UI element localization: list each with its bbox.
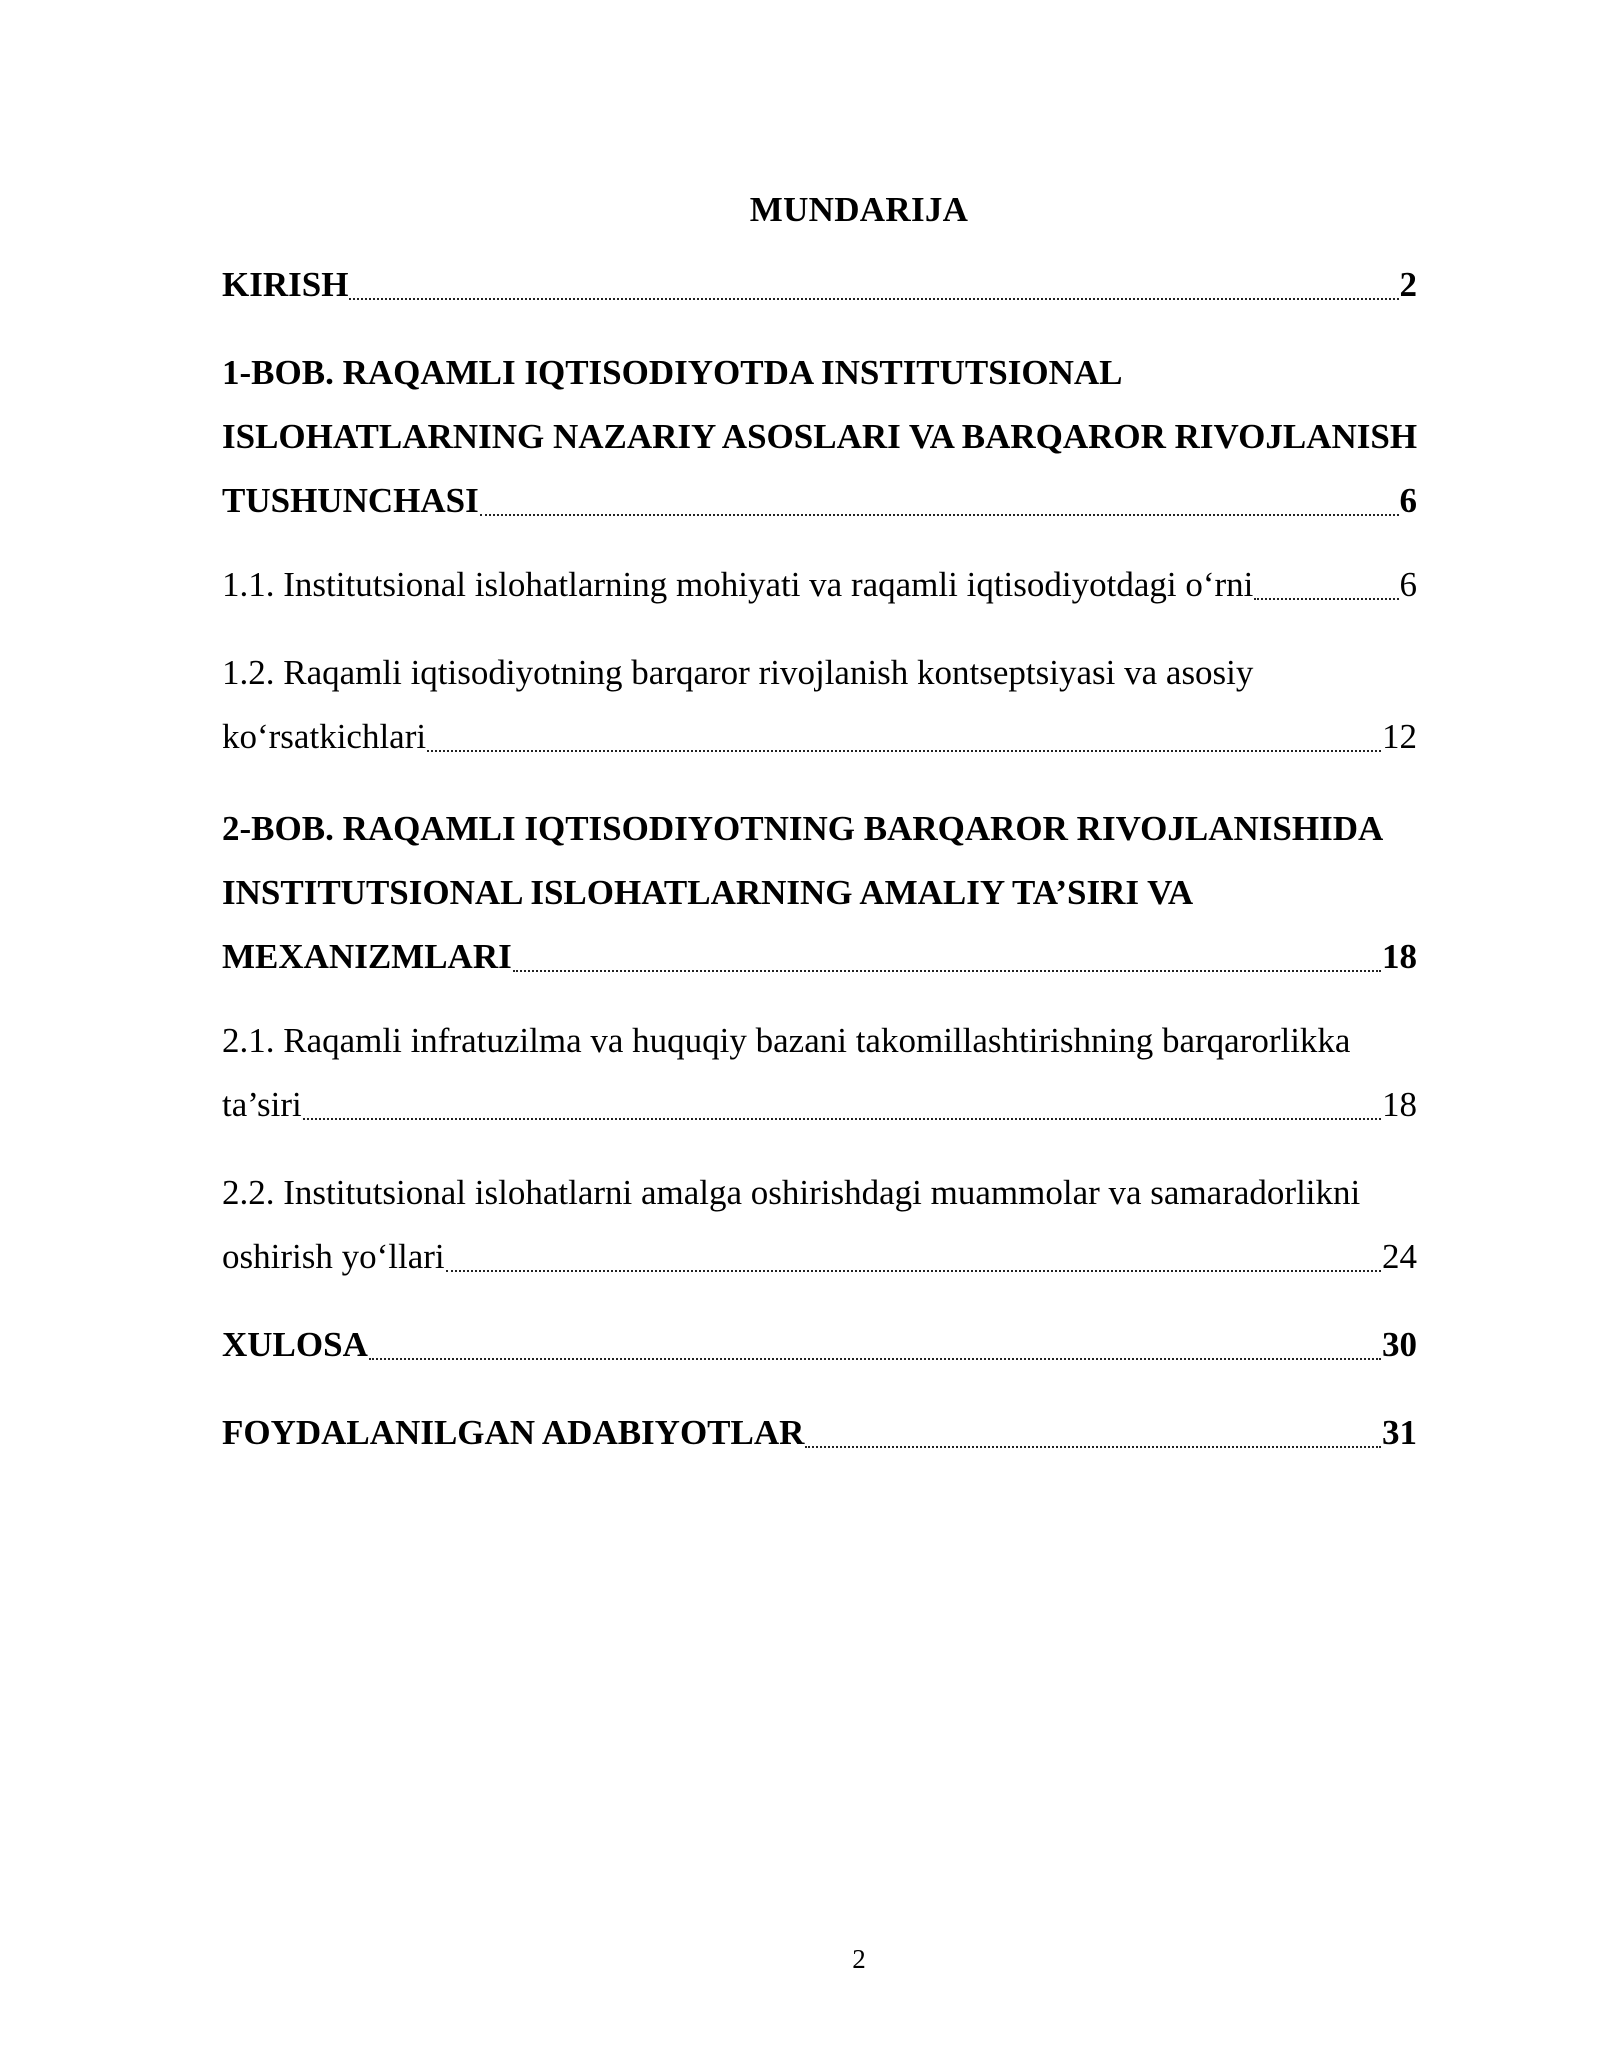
toc-entry-line: ISLOHATLARNING NAZARIY ASOSLARI VA BARQAROR RIVOJLANISH [222, 417, 1418, 456]
toc-entry-label: KIRISH [222, 265, 349, 304]
toc-entry-last-line [222, 1401, 1417, 1465]
dot-leader [446, 1225, 1381, 1289]
dot-leader [805, 1401, 1381, 1465]
toc-page-number: 6 [1399, 481, 1417, 520]
toc-entry-line: 2.1. Raqamli infratuzilma va huquqiy bazani takomillashtirishning barqarorlikka [222, 1021, 1351, 1060]
toc-entry-label: TUSHUNCHASI [222, 481, 479, 520]
toc-entry-chapter-1 [222, 341, 1417, 533]
toc-entry-last-line [222, 705, 1417, 769]
toc-entry-label: ta’siri [222, 1085, 302, 1124]
toc-entry-last-line [222, 1313, 1417, 1377]
toc-page-number: 18 [1382, 1085, 1417, 1124]
toc-entry-xulosa [222, 1313, 1417, 1377]
toc-entry-label: ko‘rsatkichlari [222, 717, 427, 756]
toc-entry-last-line [222, 1225, 1417, 1289]
toc-page-number: 31 [1382, 1413, 1417, 1452]
toc-entry-label: XULOSA [222, 1325, 368, 1364]
toc-entry-last-line [222, 925, 1417, 989]
toc-entry-section-2-2 [222, 1161, 1417, 1289]
dot-leader [349, 253, 1398, 317]
dot-leader [303, 1073, 1381, 1137]
toc-entry-kirish [222, 253, 1417, 317]
toc-entry-last-line [222, 1073, 1417, 1137]
toc-page-number: 18 [1382, 937, 1417, 976]
toc-entry-chapter-2 [222, 797, 1417, 989]
toc-entry-line: 2.2. Institutsional islohatlarni amalga oshirishdagi muammolar va samaradorlikni [222, 1173, 1361, 1212]
footer-page-number: 2 [852, 1944, 866, 1974]
toc-page-number: 6 [1399, 565, 1417, 604]
toc-entry-line: 1.2. Raqamli iqtisodiyotning barqaror rivojlanish kontseptsiyasi va asosiy [222, 653, 1254, 692]
toc-page-number: 30 [1382, 1325, 1417, 1364]
toc-page-number: 2 [1399, 265, 1417, 304]
toc-entry-section-1-2 [222, 641, 1417, 769]
dot-leader [480, 469, 1399, 533]
toc-entry-last-line [222, 553, 1417, 617]
toc-entry-label: MEXANIZMLARI [222, 937, 512, 976]
toc-entry-line: INSTITUTSIONAL ISLOHATLARNING AMALIY TA’SIRI VA [222, 873, 1194, 912]
toc-entry-last-line [222, 469, 1417, 533]
toc-entry-line: 2-BOB. RAQAMLI IQTISODIYOTNING BARQAROR RIVOJLANISHIDA [222, 809, 1384, 848]
toc-page-number: 12 [1382, 717, 1417, 756]
toc-entry-section-2-1 [222, 1009, 1417, 1137]
dot-leader [427, 705, 1381, 769]
toc-entry-label: oshirish yo‘llari [222, 1237, 445, 1276]
toc-entry-last-line [222, 253, 1417, 317]
toc-entry-label: 1.1. Institutsional islohatlarning mohiyati va raqamli iqtisodiyotdagi o‘rni [222, 565, 1254, 604]
toc-title: MUNDARIJA [749, 190, 969, 229]
dot-leader [369, 1313, 1381, 1377]
dot-leader [1254, 553, 1398, 617]
dot-leader [513, 925, 1381, 989]
toc-entry-section-1-1 [222, 553, 1417, 617]
toc-entry-line: 1-BOB. RAQAMLI IQTISODIYOTDA INSTITUTSIONAL [222, 353, 1123, 392]
toc-entry-label: FOYDALANILGAN ADABIYOTLAR [222, 1413, 805, 1452]
toc-page-number: 24 [1382, 1237, 1417, 1276]
toc-entry-references [222, 1401, 1417, 1465]
